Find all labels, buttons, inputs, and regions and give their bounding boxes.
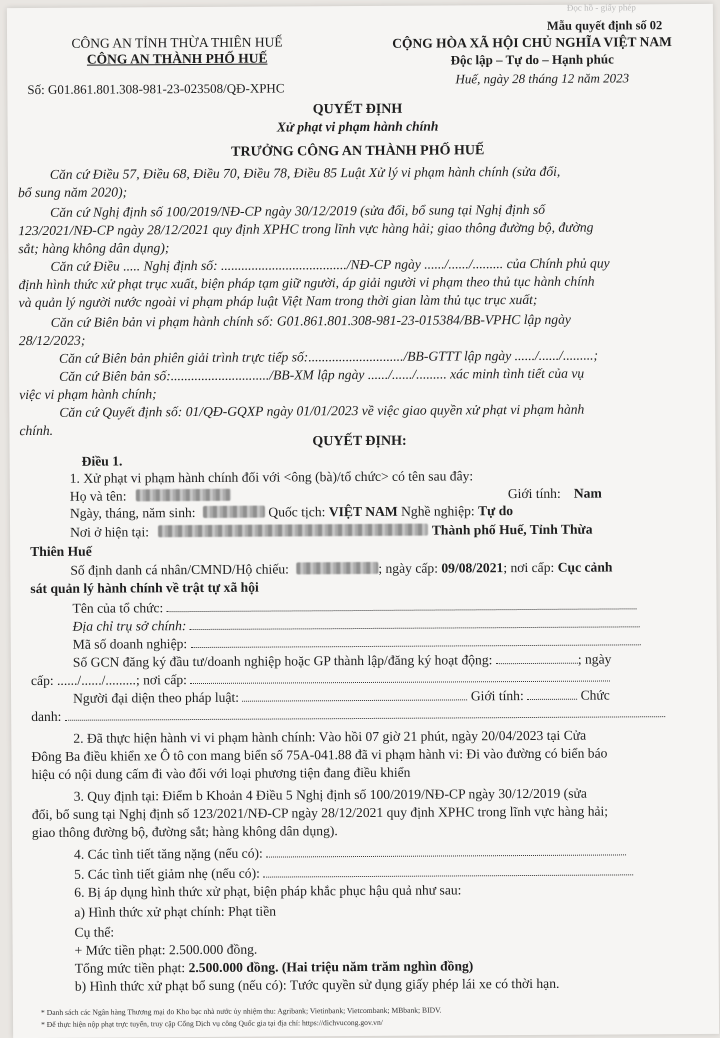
faint-corner-text: Đọc hồ - giấy phép bbox=[566, 2, 636, 13]
item-5-label: 5. Các tình tiết giảm nhẹ (nếu có): bbox=[74, 865, 260, 882]
issuer-title: TRƯỞNG CÔNG AN THÀNH PHỐ HUẾ bbox=[231, 143, 485, 160]
blank-line bbox=[266, 842, 626, 857]
form-number: Mẫu quyết định số 02 bbox=[546, 18, 663, 33]
article-heading: Điều 1. bbox=[81, 453, 123, 469]
item-4-row bbox=[74, 842, 674, 864]
org-code-label: Mã số doanh nghiệp: bbox=[72, 636, 188, 652]
item-1: 1. Xử phạt vi phạm hành chính đối với <ông (bà)/tổ chức> có tên sau đây: bbox=[69, 468, 474, 486]
total-fine-value: 2.500.000 đồng. (Hai triệu năm trăm nghìn đồng) bbox=[188, 958, 474, 976]
redacted-dob bbox=[203, 506, 265, 518]
preamble-line: Căn cứ Biên bản số:............................./BB-XM lập ngày ....../....../......... xác minh tình tiết của vụ bbox=[59, 365, 585, 384]
org-rep-gender: Giới tính: bbox=[470, 688, 524, 704]
preamble-line: định hình thức xử phạt trục xuất, biện pháp tạm giữ người, áp giải người vi phạm theo thủ tục hành chính bbox=[18, 273, 595, 293]
org-gcn-label: Số GCN đăng ký đầu tư/doanh nghiệp hoặc GP thành lập/đăng ký hoạt động: bbox=[72, 652, 493, 670]
org-rep-title: Chức bbox=[580, 687, 610, 703]
item-6a-detail: Cụ thể: bbox=[74, 924, 115, 940]
id-place: Cục cảnh bbox=[557, 559, 613, 575]
total-fine-label: Tổng mức tiền phạt: bbox=[74, 960, 186, 976]
preamble-line: Căn cứ Nghị định số 100/2019/NĐ-CP ngày 30/12/2019 (sửa đổi, bổ sung tại Nghị định số bbox=[50, 201, 546, 220]
id-label: Số định danh cá nhân/CMND/Hộ chiếu: bbox=[70, 561, 289, 578]
preamble-line: Căn cứ Điều ..... Nghị định số: ...................................../NĐ-CP ngày ....../....../......... của Chính phủ quy bbox=[50, 255, 610, 274]
item-3-line: giao thông đường bộ, đường sắt; hàng không dân dụng). bbox=[31, 823, 338, 841]
item-2-line: Đông Ba điều khiển xe Ô tô con mang biển số 75A-041.88 đã vi phạm hành vi: Đi vào đường có biển báo bbox=[31, 745, 608, 765]
agency-name: CÔNG AN THÀNH PHỐ HUẾ bbox=[86, 50, 268, 67]
item-3-line: đổi, bổ sung tại Nghị định số 123/2021/NĐ-CP ngày 28/12/2021 quy định XPHC trong lĩnh vực hàng hải; bbox=[31, 803, 609, 823]
preamble-line: Căn cứ Biên bản vi phạm hành chính số: G01.861.801.308-981-23-015384/BB-VPHC lập ngày bbox=[50, 311, 571, 330]
preamble-line: Căn cứ Biên bản phiên giải trình trực tiếp số:............................/BB-GTTT lập ngày ....../....../.........; bbox=[58, 347, 599, 366]
blank-line bbox=[65, 704, 665, 721]
fine-amount-line: + Mức tiền phạt: 2.500.000 đồng. bbox=[74, 941, 258, 958]
preamble-line: Căn cứ Điều 57, Điều 68, Điều 70, Điều 78, Điều 85 Luật Xử lý vi phạm hành chính (sửa đổi, bbox=[49, 163, 561, 182]
footnote: * Để thực hiện nộp phạt trực tuyến, truy cập Cổng Dịch vụ công Quốc gia tại địa chỉ: https://dichvucong.gov.vn/ bbox=[41, 1017, 383, 1029]
decision-heading: QUYẾT ĐỊNH: bbox=[312, 433, 407, 450]
id-place-label: ; nơi cấp: bbox=[503, 559, 555, 576]
org-gcn-tail: ; ngày bbox=[577, 651, 612, 667]
document-subtitle: Xử phạt vi phạm hành chính bbox=[276, 118, 439, 135]
nationality-label: Quốc tịch: bbox=[268, 504, 326, 520]
blank-line bbox=[190, 614, 640, 630]
document-page bbox=[7, 4, 719, 1038]
org-issue-label: cấp: ....../....../.........; nơi cấp: bbox=[30, 672, 187, 689]
address-city: Thành phố Huế, Tỉnh Thừa bbox=[431, 521, 593, 538]
org-rep-label: Người đại diện theo pháp luật: bbox=[73, 689, 240, 706]
blank-line bbox=[190, 668, 610, 684]
national-motto: Độc lập – Tự do – Hạnh phúc bbox=[450, 51, 614, 68]
item-4-label: 4. Các tình tiết tăng nặng (nếu có): bbox=[73, 845, 263, 862]
blank-line bbox=[527, 687, 577, 700]
item-3-line: 3. Quy định tại: Điểm b Khoản 4 Điều 5 Nghị định số 100/2019/NĐ-CP ngày 30/12/2019 (sửa bbox=[73, 785, 587, 804]
gender-label: Giới tính: bbox=[507, 485, 561, 502]
job-value: Tự do bbox=[478, 503, 514, 519]
job-label: Nghề nghiệp: bbox=[401, 503, 475, 519]
nationality-value: VIỆT NAM bbox=[328, 503, 398, 520]
preamble-line: sắt; hàng không dân dụng); bbox=[18, 240, 170, 257]
org-address-label: Địa chỉ trụ sở chính: bbox=[72, 618, 187, 634]
id-date-label: ; ngày cấp: bbox=[378, 560, 438, 576]
blank-line bbox=[496, 651, 578, 665]
item-6a: a) Hình thức xử phạt chính: Phạt tiền bbox=[74, 903, 277, 920]
address-continued: Thiên Huế bbox=[30, 543, 92, 560]
dob-label: Ngày, tháng, năm sinh: bbox=[69, 505, 196, 521]
item-6: 6. Bị áp dụng hình thức xử phạt, biện pháp khắc phục hậu quả như sau: bbox=[74, 882, 462, 900]
redacted-address bbox=[158, 524, 428, 538]
id-place-continued: sát quản lý hành chính về trật tự xã hội bbox=[30, 579, 259, 597]
blank-line bbox=[263, 862, 633, 877]
redacted-id bbox=[296, 562, 378, 575]
item-2-line: hiệu có nội dung cấm đi vào đối với loại phương tiện đang điều khiển bbox=[31, 764, 411, 783]
preamble-line: Căn cứ Quyết định số: 01/QĐ-GQXP ngày 01/01/2023 về việc giao quyền xử phạt vi phạm hành bbox=[59, 401, 585, 420]
address-label: Nơi ở hiện tại: bbox=[70, 524, 150, 540]
agency-parent: CÔNG AN TỈNH THỪA THIÊN HUẾ bbox=[71, 34, 283, 51]
preamble-line: và quản lý người nước ngoài vi phạm pháp luật Việt Nam trong thời gian làm thủ tục trục xuất; bbox=[18, 291, 538, 311]
footnote: * Danh sách các Ngân hàng Thương mại do Kho bạc nhà nước ủy nhiệm thu: Agribank; Vietinbank; Vietcombank; MBbank; BIDV. bbox=[40, 1005, 442, 1017]
preamble-line: chính. bbox=[19, 422, 54, 439]
redacted-name bbox=[136, 489, 231, 502]
blank-line bbox=[167, 596, 637, 612]
id-date: 09/08/2021 bbox=[441, 560, 504, 576]
document-title: QUYẾT ĐỊNH bbox=[312, 101, 403, 118]
item-6b: b) Hình thức xử phạt bổ sung (nếu có): Tước quyền sử dụng giấy phép lái xe có thời hạn. bbox=[74, 975, 560, 994]
name-label: Họ và tên: bbox=[69, 488, 127, 504]
gender-value: Nam bbox=[573, 485, 602, 501]
preamble-line: bổ sung năm 2020); bbox=[17, 184, 128, 201]
place-date: Huế, ngày 28 tháng 12 năm 2023 bbox=[455, 70, 630, 87]
decision-number: Số: G01.861.801.308-981-23-023508/QĐ-XPHC bbox=[27, 80, 285, 98]
country-name: CỘNG HÒA XÃ HỘI CHỦ NGHĨA VIỆT NAM bbox=[392, 34, 672, 51]
org-rep-title-row bbox=[31, 704, 691, 726]
preamble-line: 123/2021/NĐ-CP ngày 28/12/2021 quy định XPHC trong lĩnh vực hàng hải; giao thông đường bộ, đường bbox=[18, 219, 594, 239]
preamble-line: việc vi phạm hành chính; bbox=[19, 386, 157, 403]
org-rep-title2: danh: bbox=[31, 708, 62, 725]
blank-line bbox=[191, 632, 641, 648]
org-name-label: Tên của tổ chức: bbox=[72, 600, 164, 616]
preamble-line: 28/12/2023; bbox=[18, 332, 86, 349]
blank-line bbox=[242, 687, 467, 701]
item-2-line: 2. Đã thực hiện hành vi vi phạm hành chính: Vào hồi 07 giờ 21 phút, ngày 20/04/2023 tại Cửa bbox=[73, 727, 587, 746]
